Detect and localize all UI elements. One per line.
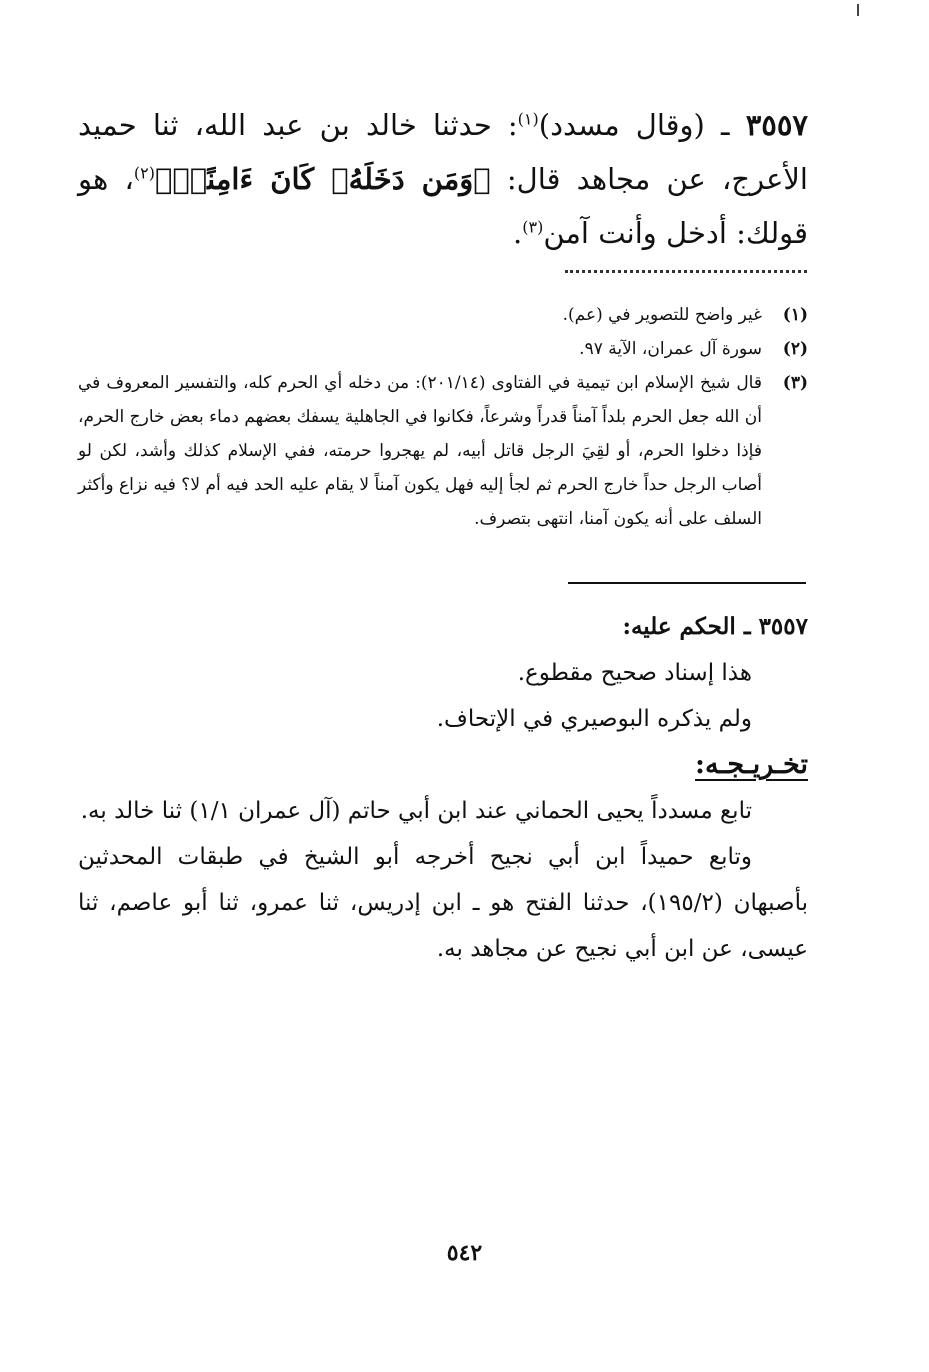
footnote-ref-1: (١) xyxy=(517,109,539,129)
takhrij-heading: تخـريـجـه: xyxy=(695,749,808,780)
takhrij-paragraph xyxy=(78,834,808,972)
page-number: ٥٤٢ xyxy=(446,1240,483,1266)
ruling-line: هذا إسناد صحيح مقطوع. xyxy=(517,660,752,686)
footnote-item xyxy=(78,366,808,536)
ruling-line: ولم يذكره البوصيري في الإتحاف. xyxy=(436,706,752,732)
hadith-text-part: ، هو قولك: أدخل وأنت آمن xyxy=(78,162,808,250)
footnote-ref-2: (٢) xyxy=(133,163,155,183)
section-separator-line xyxy=(568,582,806,584)
footnote-text: غير واضح للتصوير في (عم). xyxy=(562,305,762,325)
takhrij-paragraph-text: وتابع حميداً ابن أبي نجيح أخرجه أبو الشيخ في طبقات المحدثين بأصبهان (١٩٥/٢)، حدثنا الفتح هو ـ ابن إدريس، ثنا عمرو، ثنا أبو عاصم، ثنا عيسى، عن ابن أبي نجيح عن مجاهد به. xyxy=(78,844,808,962)
ruling-heading: ٣٥٥٧ ـ الحكم عليه: xyxy=(622,613,808,640)
quran-verse: ﴿وَمَن دَخَلَهُۥ كَانَ ءَامِنًاۗ﴾ xyxy=(154,162,491,196)
footnote-number: (١) xyxy=(782,305,808,325)
footnote-text: قال شيخ الإسلام ابن تيمية في الفتاوى (٢٠١/١٤): من دخله أي الحرم كله، والتفسير المعروف في أن الله جعل الحرم بلداً آمناً قدراً وشرعاً، فكانوا في الجاهلية يسفك بعضهم دماء بعض خارج الحرم، فإذا دخلوا الحرم، أو لقِيَ الرجل قاتل أبيه، لم يهجروا حرمته، ففي الإسلام كذلك وأشد، لكن لو أصاب الرجل حداً خارج الحرم ثم لجأ إليه فهل يكون آمناً لا يقام عليه الحد فيه أم لا؟ فيه نزاع وأكثر السلف على أنه يكون آمنا، انتهى بتصرف. xyxy=(78,373,762,529)
footnote-item xyxy=(78,332,808,366)
footnotes xyxy=(78,298,808,536)
footnote-number: (٣) xyxy=(782,373,808,393)
ruling-and-takhrij-section xyxy=(78,604,808,972)
hadith-text-part: : حدثنا خالد بن عبد الله، ثنا حميد الأعرج، عن مجاهد قال: xyxy=(78,108,808,196)
hadith-text-end: . xyxy=(513,216,523,250)
takhrij-paragraph: تابع مسدداً يحيى الحماني عند ابن أبي حاتم (آل عمران ١/١) ثنا خالد به. xyxy=(80,798,752,824)
hadith-number: ٣٥٥٧ xyxy=(745,108,808,142)
footnote-dotted-separator xyxy=(565,270,807,277)
footnote-number: (٢) xyxy=(782,339,808,359)
footnote-ref-3: (٣) xyxy=(522,217,544,237)
hadith-text-part: ـ (وقال مسدد) xyxy=(538,108,746,142)
scan-corner-mark xyxy=(857,4,859,16)
footnote-item xyxy=(78,298,808,332)
footnote-text: سورة آل عمران، الآية ٩٧. xyxy=(579,339,762,359)
main-hadith-text xyxy=(78,98,808,260)
